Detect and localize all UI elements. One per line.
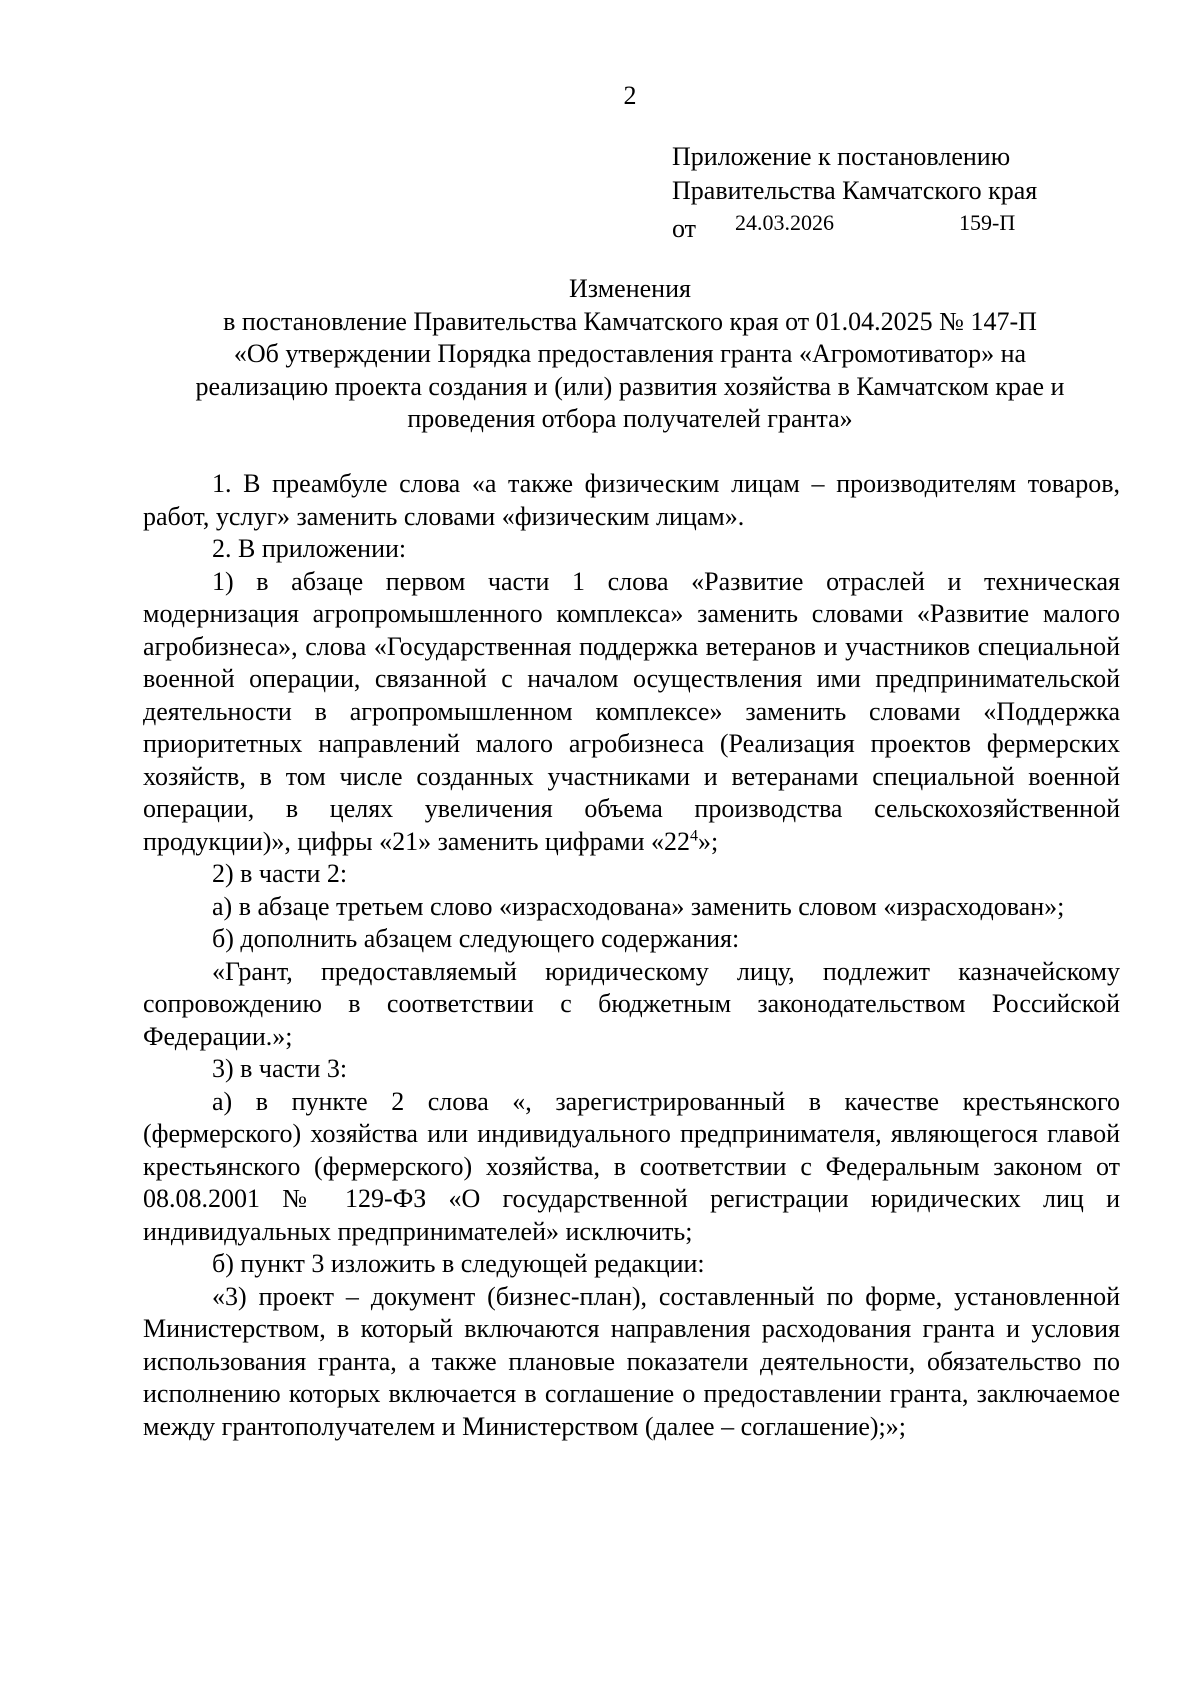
paragraph-3-text: 1) в абзаце первом части 1 слова «Развитие отраслей и техническая модернизация агропромышленного комплекса» заменить словами «Развитие малого агробизнеса», слова «Государственная поддержка ветеранов и участников специальной военной операции, связанной с началом осуществления ими предпринимательской деятельности в агропромышленном комплексе» заменить словами «Поддержка приоритетных направлений малого агробизнеса (Реализация проектов фермерских хозяйств, в том числе созданных участниками и ветеранами специальной военной операции, в целях увеличения объема производства сельскохозяйственной продукции)», цифры «21» заменить цифрами «22	[143, 566, 1120, 856]
appendix-number: 159-П	[959, 210, 1016, 235]
document-title	[130, 273, 1130, 436]
paragraph-3-superscript: 4	[690, 826, 699, 844]
paragraph-6: б) дополнить абзацем следующего содержания:	[212, 924, 740, 953]
title-line-3: «Об утверждении Порядка предоставления гранта «Агромотиватор» на	[233, 339, 1027, 368]
paragraph-5: а) в абзаце третьем слово «израсходована» заменить словом «израсходован»;	[212, 891, 1065, 921]
paragraph-9: а) в пункте 2 слова «, зарегистрированный в качестве крестьянского (фермерского) хозяйства или индивидуального предпринимателя, являющегося главой крестьянского (фермерского) хозяйства, в соответствии с Федеральным законом от 08.08.2001 № 129-ФЗ «О государственной регистрации юридических лиц и индивидуальных предпринимателей» исключить;	[143, 1086, 1120, 1246]
paragraph-3-end: »;	[698, 826, 719, 856]
paragraph-4: 2) в части 2:	[212, 859, 348, 888]
appendix-line-2: Правительства Камчатского края	[672, 176, 1038, 205]
paragraph-10: б) пункт 3 изложить в следующей редакции:	[212, 1249, 705, 1278]
page-number: 2	[623, 81, 637, 110]
title-line-5: проведения отбора получателей гранта»	[407, 404, 853, 433]
title-line-2: в постановление Правительства Камчатского края от 01.04.2025 № 147-П	[223, 306, 1037, 336]
document-body	[143, 468, 1120, 1443]
appendix-ot-label: от	[672, 214, 697, 243]
paragraph-11: «3) проект – документ (бизнес-план), составленный по форме, установленной Министерством, в который включаются направления расходования гранта и условия использования гранта, а также плановые показатели деятельности, обязательство по исполнению которых включается в соглашение о предоставлении гранта, заключаемое между грантополучателем и Министерством (далее – соглашение);»;	[143, 1281, 1120, 1441]
paragraph-1: 1. В преамбуле слова «а также физическим лицам – производителям товаров, работ, услуг» заменить словами «физическим лицам».	[143, 469, 1120, 531]
paragraph-8: 3) в части 3:	[212, 1054, 348, 1083]
appendix-header	[672, 140, 1112, 242]
appendix-date: 24.03.2026	[735, 210, 834, 235]
appendix-line-1: Приложение к постановлению	[672, 142, 1011, 171]
paragraph-2: 2. В приложении:	[212, 534, 407, 563]
title-line-4: реализацию проекта создания и (или) развития хозяйства в Камчатском крае и	[195, 371, 1065, 401]
appendix-reference	[672, 208, 1112, 242]
title-line-1: Изменения	[569, 274, 691, 303]
paragraph-7: «Грант, предоставляемый юридическому лицу, подлежит казначейскому сопровождению в соответствии с бюджетным законодательством Российской Федерации.»;	[143, 956, 1120, 1051]
paragraph-3	[143, 566, 1120, 859]
